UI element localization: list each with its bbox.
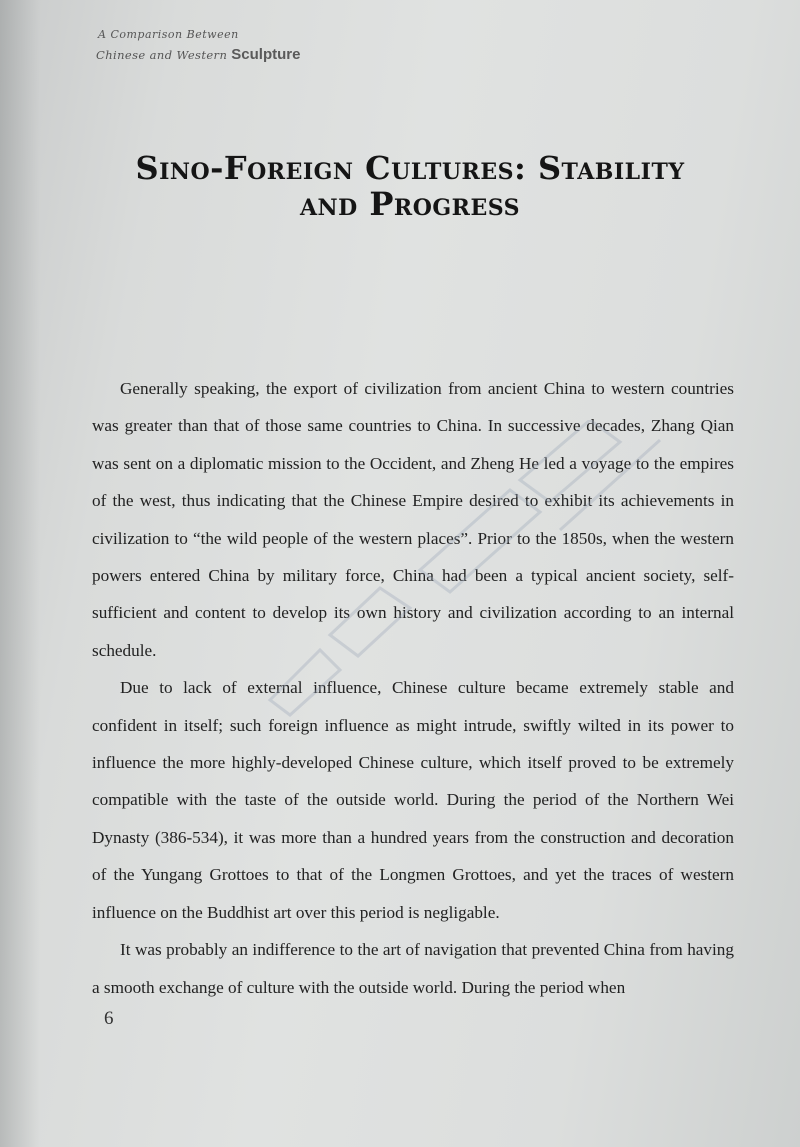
chapter-title-line1: Sino-Foreign Cultures: Stability [135, 149, 685, 187]
running-header-script: Chinese and Western [96, 48, 228, 62]
paragraph-2: Due to lack of external influence, Chinese culture became extremely stable and confident in itself; such foreign influence as might intrude, swiftly wilted in its power to influence the more highly-developed Chinese culture, which itself proved to be extremely compatible with the taste of the outside world. During the period of the Northern Wei Dynasty (386-534), it was more than a hundred years from the construction and decoration of the Yungang Grottoes to that of the Longmen Grottoes, and yet the traces of western influence on the Buddhist art over this period is negligable. [92, 678, 734, 922]
running-header-line1: A Comparison Between [98, 28, 239, 41]
binding-shadow [0, 0, 40, 1147]
running-header-line2 [96, 46, 300, 64]
running-header [96, 28, 356, 68]
running-header-sculpture: Sculpture [231, 46, 301, 63]
chapter-title [60, 150, 760, 222]
paragraph-1: Generally speaking, the export of civilization from ancient China to western countries was greater than that of those same countries to China. In successive decades, Zhang Qian was sent on a diplomatic mission to the Occident, and Zheng He led a voyage to the empires of the west, thus indicating that the Chinese Empire desired to exhibit its achievements in civilization to “the wild people of the western places”. Prior to the 1850s, when the western powers entered China by military force, China had been a typical ancient society, self-sufficient and content to develop its own history and civilization according to an internal schedule. [92, 379, 734, 660]
body-text [92, 370, 734, 1006]
chapter-title-line2: and Progress [299, 185, 521, 223]
paragraph-3: It was probably an indifference to the art of navigation that prevented China from having a smooth exchange of culture with the outside world. During the period when [92, 940, 734, 997]
page-number: 6 [104, 1008, 114, 1029]
